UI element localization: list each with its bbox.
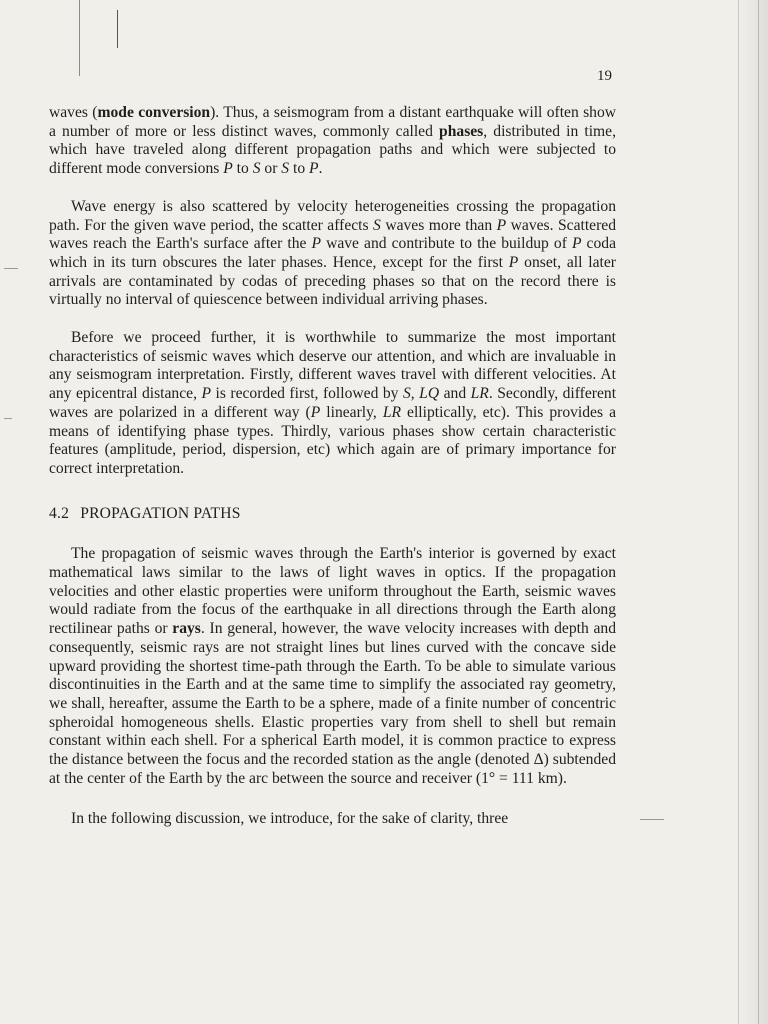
paragraph: waves (mode conversion). Thus, a seismogram from a distant earthquake will often show a number of more or less distinct waves, commonly called phases, distributed in time, which have traveled along different propagation paths and which were subjected to different mode conversions P to S or S to P. [49, 104, 617, 178]
paragraph: Wave energy is also scattered by velocity heterogeneities crossing the propagation path. For the given wave period, the scatter affects S waves more than P waves. Scattered waves reach the Earth's surface after the P wave and contribute to the buildup of P coda which in its turn obscures the later phases. Hence, except for the first P onset, all later arrivals are contaminated by codas of preceding phases so that on the record there is virtually no interval of quiescence between individual arriving phases. [49, 197, 617, 309]
page-number: 19 [597, 68, 612, 84]
section-heading [49, 505, 616, 524]
section-number: 4.2 [49, 504, 70, 522]
page-edge-shadow [738, 0, 768, 1024]
margin-tick [4, 418, 12, 419]
paragraph: Before we proceed further, it is worthwhile to summarize the most important characteristics of seismic waves which deserve our attention, and which are invaluable in any seismogram interpretation. Firstly, different waves travel with different velocities. At any epicentral distance, P is recorded first, followed by S, LQ and LR. Secondly, different waves are polarized in a different way (P linearly, LR elliptically, etc). This provides a means of identifying phase types. Thirdly, various phases show certain characteristic features (amplitude, period, dispersion, etc) which again are of primary importance for correct interpretation. [49, 329, 617, 477]
page-edge-line [758, 0, 759, 1024]
margin-tick [640, 819, 664, 820]
paragraph: In the following discussion, we introduce, for the sake of clarity, three [71, 809, 509, 827]
document-body [49, 104, 616, 828]
scan-margin-line [79, 0, 80, 76]
section-title: PROPAGATION PATHS [80, 504, 241, 522]
scan-margin-line [117, 10, 118, 48]
paragraph: The propagation of seismic waves through the Earth's interior is governed by exact mathematical laws similar to the laws of light waves in optics. If the propagation velocities and other elastic properties were uniform throughout the Earth, seismic waves would radiate from the focus of the earthquake in all directions through the Earth along rectilinear paths or rays. In general, however, the wave velocity increases with depth and consequently, seismic rays are not straight lines but lines curved with the concave side upward providing the shortest time-path through the Earth. To be able to simulate various discontinuities in the Earth and at the same time to simplify the associated ray geometry, we shall, hereafter, assume the Earth to be a sphere, made of a finite number of concentric spheroidal homogeneous shells. Elastic properties vary from shell to shell but remain constant within each shell. For a spherical Earth model, it is common practice to express the distance between the focus and the recorded station as the angle (denoted Δ) subtended at the center of the Earth by the arc between the source and receiver (1° = 111 km). [49, 545, 616, 787]
margin-tick [4, 268, 18, 269]
page-edge-line [738, 0, 739, 1024]
